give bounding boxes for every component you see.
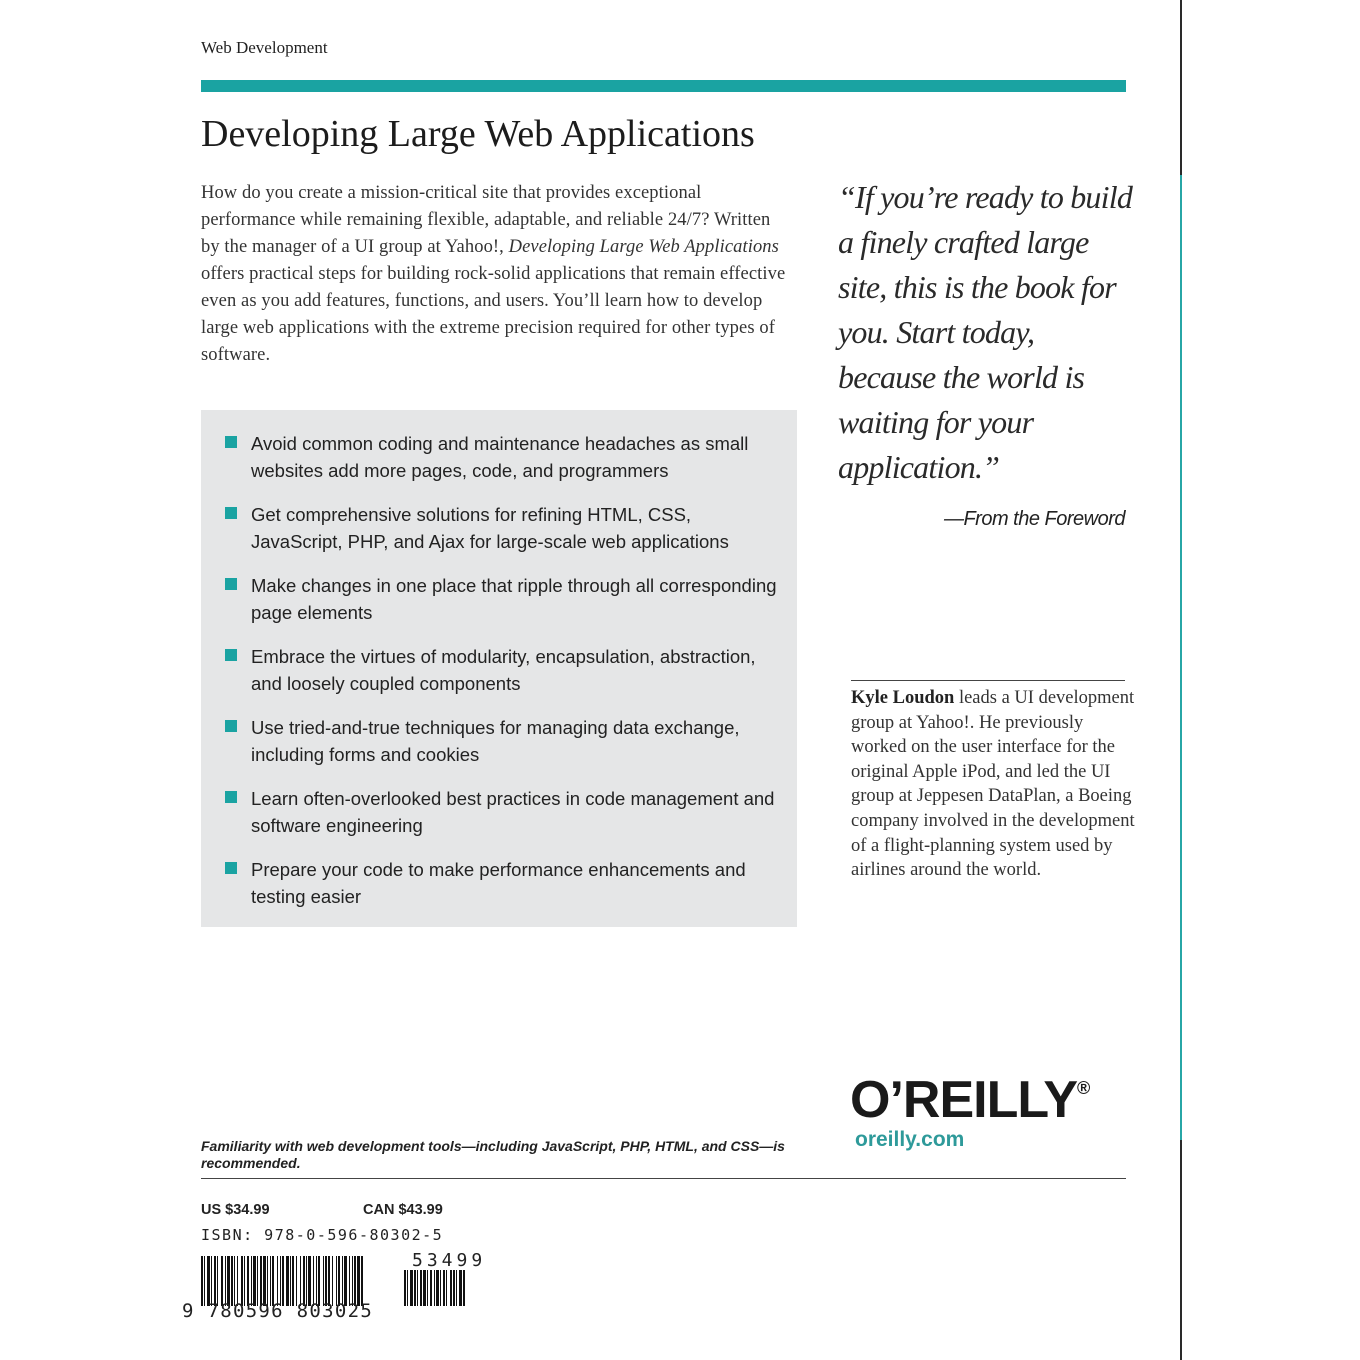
price-can: CAN $43.99 (363, 1202, 443, 1218)
feature-item (225, 572, 777, 626)
barcode-bar (349, 1256, 350, 1306)
isbn-label: ISBN: 978-0-596-80302-5 (201, 1226, 444, 1244)
barcode-bar (277, 1256, 278, 1306)
barcode-bar (290, 1256, 291, 1306)
barcode-bar (440, 1270, 441, 1306)
barcode-bar (463, 1270, 465, 1306)
barcode-bar (267, 1256, 268, 1306)
barcode-bar (313, 1256, 314, 1306)
footer-divider (201, 1178, 1126, 1179)
barcode-bar (263, 1256, 266, 1306)
barcode-bar (270, 1256, 271, 1306)
barcode-bar (446, 1270, 447, 1306)
barcode-bar (234, 1256, 235, 1306)
barcode-bar (407, 1270, 408, 1306)
bullet-square-icon (225, 649, 237, 661)
description-text-2: offers practical steps for building rock-solid applications that remain effective even as you add features, functions, and users. You’ll learn how to develop large web applications with the extreme precision required for other types of software. (201, 264, 786, 365)
category-label: Web Development (201, 38, 328, 57)
barcode-digits: 9 780596 803025 (182, 1300, 374, 1322)
barcode-bar (354, 1256, 356, 1306)
barcode-bar (332, 1256, 333, 1306)
barcode-bar (423, 1270, 426, 1306)
feature-text: Use tried-and-true techniques for managing data exchange, including forms and cookies (251, 717, 740, 765)
feature-text: Learn often-overlooked best practices in code management and software engineering (251, 788, 775, 836)
isbn-barcode (201, 1256, 393, 1306)
barcode-bar (410, 1270, 413, 1306)
barcode-bar (361, 1256, 363, 1306)
feature-item (225, 501, 777, 555)
book-description (201, 180, 791, 369)
barcode-bar (436, 1270, 439, 1306)
barcode-bar (342, 1256, 343, 1306)
barcode-bar (316, 1256, 317, 1306)
spine-accent-line (1180, 175, 1182, 1140)
feature-text: Prepare your code to make performance enhancements and testing easier (251, 859, 746, 907)
barcode-bar (207, 1256, 210, 1306)
description-title-italic: Developing Large Web Applications (508, 237, 779, 257)
barcode-bar (328, 1256, 330, 1306)
barcode-bar (286, 1256, 289, 1306)
barcode-bar (308, 1256, 311, 1306)
features-list (201, 410, 797, 910)
bullet-square-icon (225, 436, 237, 448)
author-name: Kyle Loudon (851, 688, 955, 708)
barcode-bar (336, 1256, 337, 1306)
barcode-bar (430, 1270, 432, 1306)
barcode-bar (318, 1256, 320, 1306)
registered-mark: ® (1077, 1078, 1090, 1098)
barcode-bar (214, 1256, 216, 1306)
barcode-bar (306, 1256, 307, 1306)
barcode-bar (280, 1256, 281, 1306)
bullet-square-icon (225, 507, 237, 519)
barcode-bar (204, 1256, 205, 1306)
barcode-bar (231, 1256, 233, 1306)
barcode-bar (282, 1256, 284, 1306)
barcode-bar (459, 1270, 462, 1306)
feature-text: Embrace the virtues of modularity, encapsulation, abstraction, and loosely coupled components (251, 646, 756, 694)
barcode-bar (221, 1256, 223, 1306)
barcode-bar (251, 1256, 252, 1306)
author-bio-text: leads a UI development group at Yahoo!. He previously worked on the user interface for the original Apple iPod, and led the UI group at Jeppesen DataPlan, a Boeing company involved in the development of a flight-planning system used by airlines around the world. (851, 688, 1135, 881)
barcode-bar (211, 1256, 212, 1306)
barcode-bar (443, 1270, 445, 1306)
price-addon-barcode (404, 1270, 499, 1306)
barcode-bar (244, 1256, 245, 1306)
barcode-bar (253, 1256, 256, 1306)
feature-text: Avoid common coding and maintenance headaches as small websites add more pages, code, and programmers (251, 433, 749, 481)
barcode-bar (300, 1256, 301, 1306)
feature-item (225, 856, 777, 910)
feature-item (225, 430, 777, 484)
bullet-square-icon (225, 862, 237, 874)
author-bio (851, 686, 1136, 883)
feature-text: Make changes in one place that ripple through all corresponding page elements (251, 575, 777, 623)
feature-item (225, 785, 777, 839)
barcode-bar (247, 1256, 249, 1306)
bullet-square-icon (225, 791, 237, 803)
header-accent-bar (201, 80, 1126, 92)
barcode-bar (303, 1256, 305, 1306)
description-text-1: How do you create a mission-critical site that provides exceptional performance while remaining flexible, adaptable, and reliable 24/7? Written by the manager of a UI group at Yahoo!, (201, 183, 771, 257)
quote-attribution: —From the Foreword (943, 508, 1125, 530)
bio-divider (851, 680, 1125, 681)
barcode-bar (453, 1270, 455, 1306)
barcode-bar (352, 1256, 353, 1306)
barcode-bar (417, 1270, 418, 1306)
bullet-square-icon (225, 720, 237, 732)
publisher-logo (850, 1070, 1089, 1130)
barcode-bar (414, 1270, 416, 1306)
barcode-bar (323, 1256, 324, 1306)
barcode-bar (260, 1256, 262, 1306)
prerequisites-note: Familiarity with web development tools—including JavaScript, PHP, HTML, and CSS—is recommended. (201, 1138, 785, 1171)
addon-digits: 53499 (412, 1250, 487, 1271)
barcode-bar (404, 1270, 406, 1306)
foreword-quote: “If you’re ready to build a finely crafted large site, this is the book for you. Start today, because the world is waiting for your application.” (838, 179, 1133, 485)
barcode-bar (217, 1256, 218, 1306)
publisher-name: O’REILLY (850, 1071, 1078, 1129)
barcode-bar (344, 1256, 347, 1306)
barcode-bar (227, 1256, 230, 1306)
barcode-bar (357, 1256, 360, 1306)
barcode-bar (427, 1270, 428, 1306)
barcode-bar (225, 1256, 226, 1306)
bullet-square-icon (225, 578, 237, 590)
feature-text: Get comprehensive solutions for refining HTML, CSS, JavaScript, PHP, and Ajax for large-scale web applications (251, 504, 729, 552)
barcode-bar (420, 1270, 422, 1306)
barcode-bar (434, 1270, 435, 1306)
barcode-bar (257, 1256, 258, 1306)
barcode-bar (338, 1256, 340, 1306)
book-title: Developing Large Web Applications (201, 113, 755, 155)
barcode-bar (241, 1256, 243, 1306)
barcode-bar (201, 1256, 203, 1306)
barcode-bar (456, 1270, 457, 1306)
barcode-bar (296, 1256, 297, 1306)
feature-item (225, 714, 777, 768)
barcode-bar (237, 1256, 238, 1306)
publisher-url: oreilly.com (855, 1128, 965, 1151)
barcode-bar (292, 1256, 294, 1306)
barcode-bar (450, 1270, 452, 1306)
barcode-bar (272, 1256, 274, 1306)
barcode-bar (325, 1256, 327, 1306)
features-box (201, 410, 797, 927)
feature-item (225, 643, 777, 697)
price-us: US $34.99 (201, 1202, 270, 1218)
